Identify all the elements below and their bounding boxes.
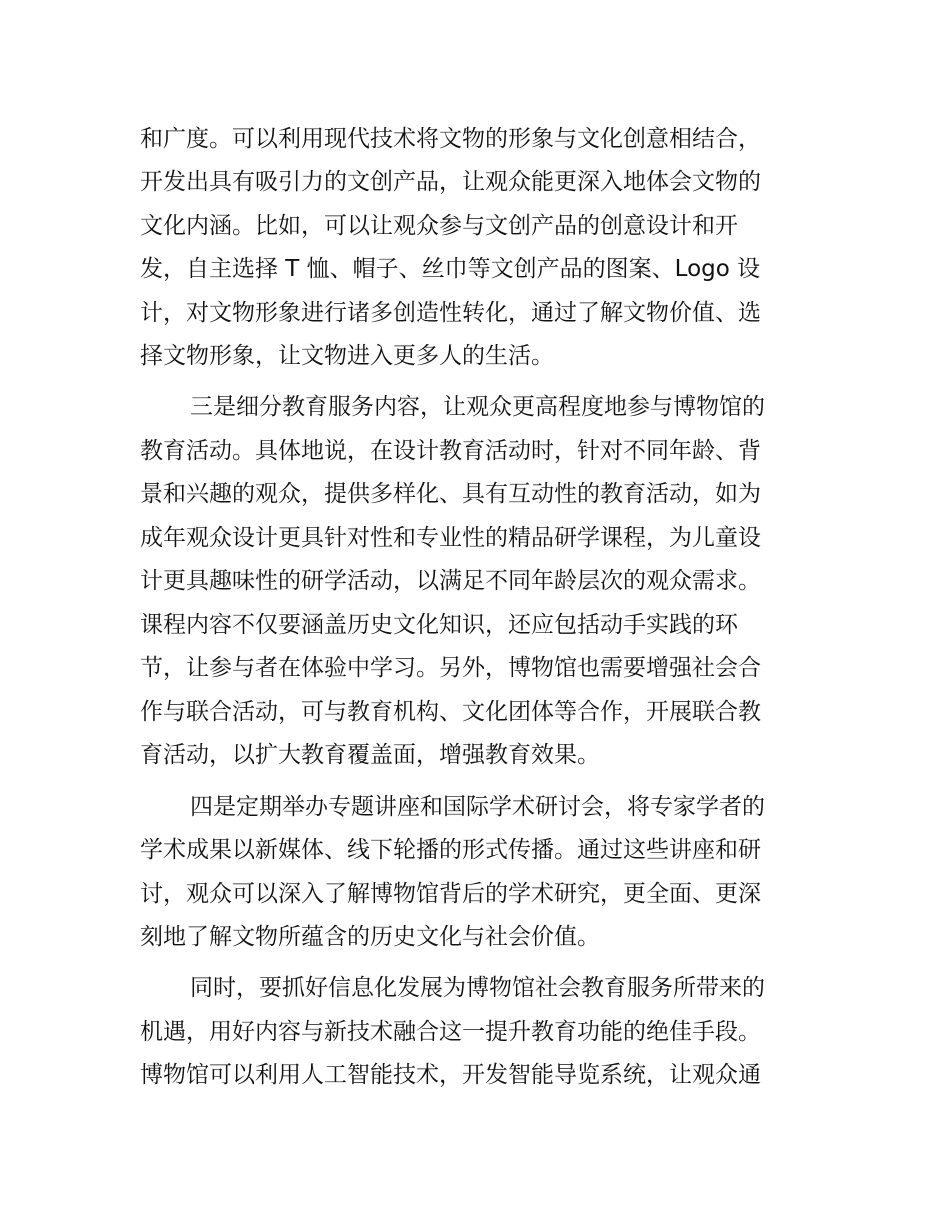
text-line: 和广度。可以利用现代技术将文物的形象与文化创意相结合， — [140, 126, 761, 152]
text-line: 育活动，以扩大教育覆盖面，增强教育效果。 — [140, 742, 600, 768]
text-line: 讨，观众可以深入了解博物馆背后的学术研究，更全面、更深 — [140, 881, 761, 907]
text-line: 课程内容不仅要涵盖历史文化知识，还应包括动手实践的环 — [140, 612, 738, 638]
text-line: 节，让参与者在体验中学习。另外，博物馆也需要增强社会合 — [140, 655, 761, 681]
paragraph-first-line: 三是细分教育服务内容，让观众更高程度地参与博物馆的 — [190, 394, 765, 420]
text-line: 计，对文物形象进行诸多创造性转化，通过了解文物价值、选 — [140, 300, 761, 326]
text-line: 作与联合活动，可与教育机构、文化团体等合作，开展联合教 — [140, 699, 761, 725]
text-line: 机遇，用好内容与新技术融合这一提升教育功能的绝佳手段。 — [140, 1019, 761, 1045]
paragraph-first-line: 四是定期举办专题讲座和国际学术研讨会，将专家学者的 — [190, 794, 765, 820]
text-line: 景和兴趣的观众，提供多样化、具有互动性的教育活动，如为 — [140, 481, 761, 507]
text-line: 发，自主选择 T 恤、帽子、丝巾等文创产品的图案、Logo 设 — [140, 256, 761, 282]
text-line: 文化内涵。比如，可以让观众参与文创产品的创意设计和开 — [140, 213, 738, 239]
text-line: 成年观众设计更具针对性和专业性的精品研学课程，为儿童设 — [140, 525, 761, 551]
text-line: 开发出具有吸引力的文创产品，让观众能更深入地体会文物的 — [140, 169, 761, 195]
paragraph-first-line: 同时，要抓好信息化发展为博物馆社会教育服务所带来的 — [190, 975, 765, 1001]
text-line: 博物馆可以利用人工智能技术，开发智能导览系统，让观众通 — [140, 1062, 761, 1088]
text-line: 计更具趣味性的研学活动，以满足不同年龄层次的观众需求。 — [140, 568, 761, 594]
text-line: 学术成果以新媒体、线下轮播的形式传播。通过这些讲座和研 — [140, 837, 761, 863]
text-line: 择文物形象，让文物进入更多人的生活。 — [140, 343, 554, 369]
text-line: 教育活动。具体地说，在设计教育活动时，针对不同年龄、背 — [140, 438, 761, 464]
text-line: 刻地了解文物所蕴含的历史文化与社会价值。 — [140, 924, 600, 950]
